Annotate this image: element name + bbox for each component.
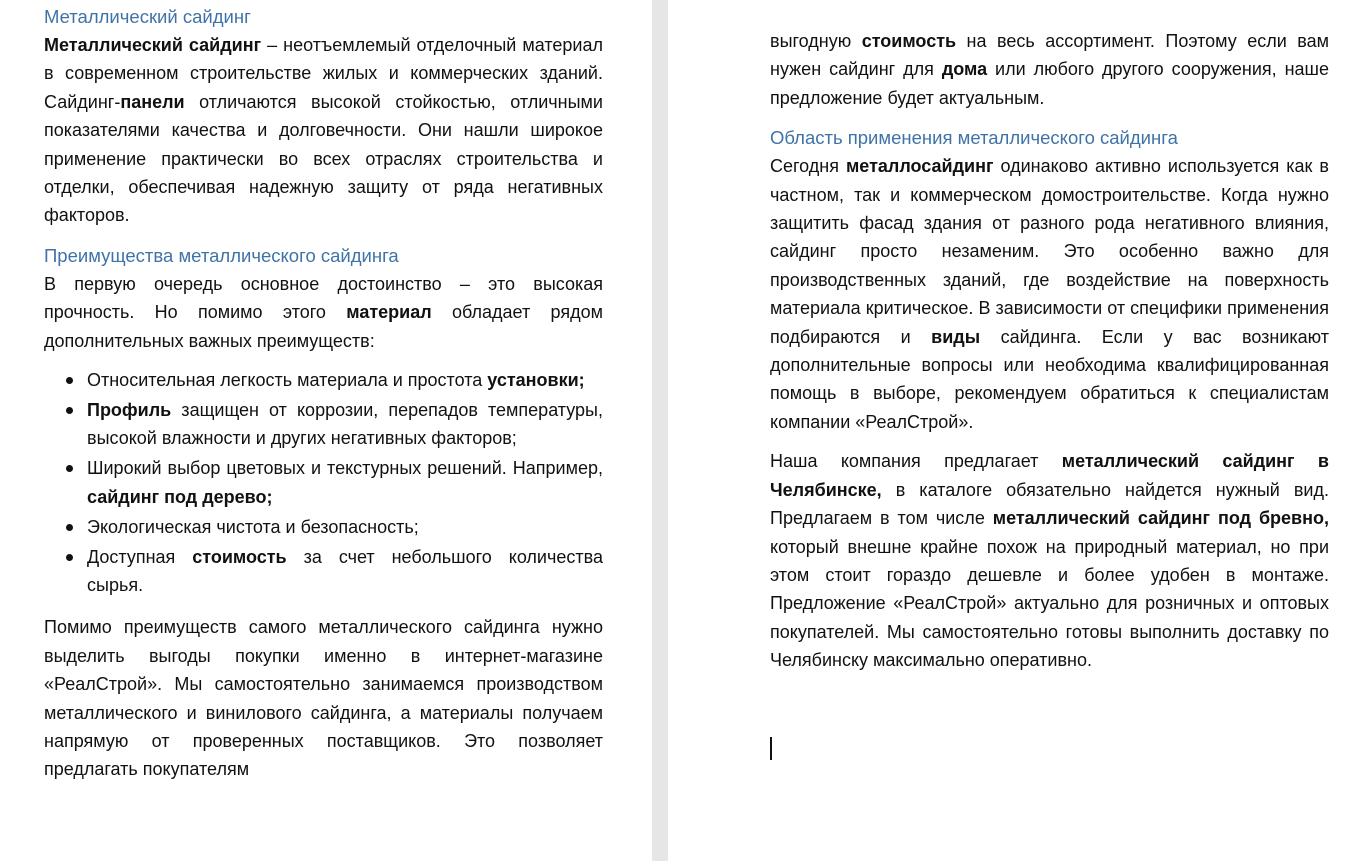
bold-text: стоимость <box>861 31 957 51</box>
bold-text: дома <box>941 59 988 80</box>
paragraph-company-offer: Наша компания предлагает металлический сайдинг в Челябинске, в каталоге обязательно найдется нужный вид. Предлагаем в том числе металлический сайдинг под бревно, который внешне крайне похож на природный материал, но при этом стоит гораздо дешевле и более удобен в монтаже. Предложение «РеалСтрой» актуально для розничных и оптовых покупателей. Мы самостоятельно готовы выполнить доставку по Челябинску максимально оперативно. <box>770 451 1329 671</box>
bold-text: металлический сайдинг в Челябинске, <box>770 451 1329 500</box>
paragraph-benefits: Помимо преимуществ самого металлического сайдинга нужно выделить выгоды покупки именно в интернет-магазине «РеалСтрой». Мы самостоятельно занимаемся производством металлического и винилового сайдинга, а материалы получаем напрямую от проверенных поставщиков. Это позволяет предлагать покупателям <box>44 617 603 780</box>
heading-applications: Область применения металлического сайдинга <box>770 127 1178 149</box>
list-item: Экологическая чистота и безопасность; <box>87 513 603 541</box>
bold-text: установки; <box>487 370 585 391</box>
list-item: Доступная стоимость за счет небольшого количества сырья. <box>87 543 603 600</box>
document-page-left <box>0 0 652 861</box>
bold-text: стоимость <box>192 546 287 567</box>
heading-metal-siding: Металлический сайдинг <box>44 6 251 27</box>
text-cursor <box>770 737 772 760</box>
bold-text: виды <box>931 326 981 347</box>
document-page-right[interactable] <box>668 0 1372 861</box>
page-content <box>770 27 1329 675</box>
list-item: Профиль защищен от коррозии, перепадов температуры, высокой влажности и других негативных факторов; <box>87 396 603 453</box>
paragraph-applications: Сегодня металлосайдинг одинаково активно используется как в частном, так и коммерческом домостроительстве. Когда нужно защитить фасад здания от разного рода негативного влияния, сайдинг просто незаменим. Это особенно важно для производственных зданий, где воздействие на поверхность материала критическое. В зависимости от специфики применения подбираются и виды сайдинга. Если у вас возникают дополнительные вопросы или необходима квалифицированная помощь в выборе, рекомендуем обратиться к специалистам компании «РеалСтрой». <box>770 156 1330 432</box>
paragraph-advantages: В первую очередь основное достоинство – это высокая прочность. Но помимо этого материал обладает рядом дополнительных важных преимуществ: <box>44 273 603 351</box>
bold-text: металлический сайдинг под бревно, <box>992 508 1329 529</box>
list-item: Широкий выбор цветовых и текстурных решений. Например, сайдинг под дерево; <box>87 454 603 511</box>
advantages-list <box>44 366 603 599</box>
list-item: Относительная легкость материала и простота установки; <box>87 366 603 394</box>
paragraph-intro: Металлический сайдинг – неотъемлемый отделочный материал в современном строительстве жилых и коммерческих зданий. Сайдинг-панели отличаются высокой стойкостью, отличными показателями качества и долговечности. Они нашли широкое применение практически во всех отраслях строительства и отделки, обеспечивая надежную защиту от ряда негативных факторов. <box>44 35 603 226</box>
heading-advantages: Преимущества металлического сайдинга <box>44 244 399 266</box>
bold-text: Металлический сайдинг <box>44 35 262 55</box>
bold-text: сайдинг под дерево; <box>87 486 273 507</box>
bold-text: металлосайдинг <box>845 156 994 177</box>
bold-text: Профиль <box>87 399 172 420</box>
bold-text: панели <box>120 91 185 112</box>
page-content <box>44 0 603 784</box>
paragraph-continuation: выгодную стоимость на весь ассортимент. Поэтому если вам нужен сайдинг для дома или любого другого сооружения, наше предложение будет актуальным. <box>770 31 1329 108</box>
bold-text: материал <box>346 302 432 323</box>
